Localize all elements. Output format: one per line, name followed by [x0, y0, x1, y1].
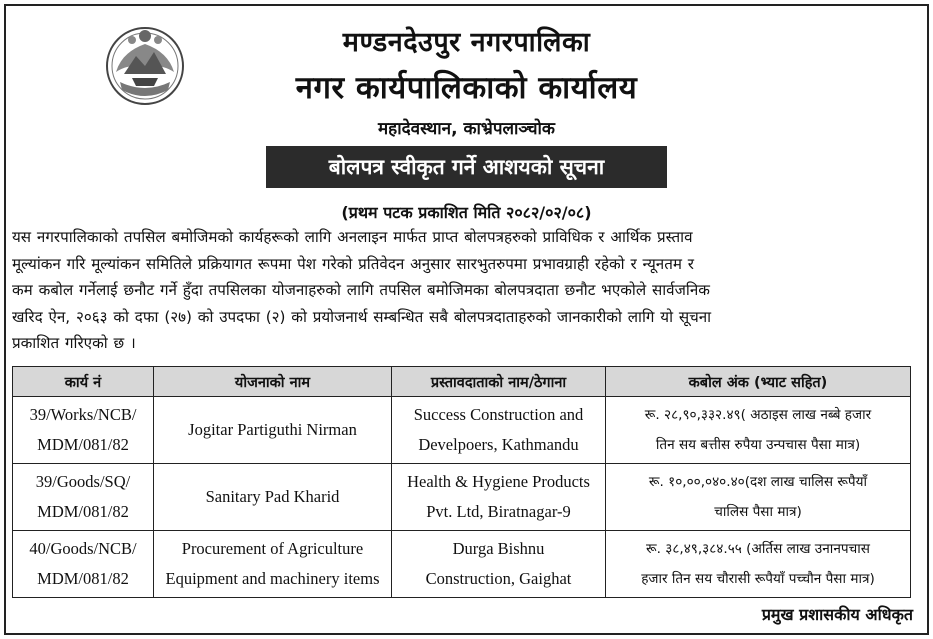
- header-project-name: योजनाको नाम: [154, 367, 392, 397]
- signatory-title: प्रमुख प्रशासकीय अधिकृत: [761, 605, 913, 624]
- notice-title: बोलपत्र स्वीकृत गर्ने आशयको सूचना: [266, 146, 667, 188]
- header-bid-amount: कबोल अंक (भ्याट सहित): [606, 367, 911, 397]
- bidder-cell: [392, 531, 606, 598]
- header-work-no: कार्य नं: [13, 367, 154, 397]
- tender-table: [12, 366, 911, 598]
- work-no-cell: [13, 531, 154, 598]
- bidder-line: Health & Hygiene Products: [407, 472, 590, 491]
- amount-line: रू. १०,००,०४०.४०(दश लाख चालिस रूपैयाँ: [648, 474, 868, 490]
- project-cell: [154, 464, 392, 531]
- notice-body: [12, 224, 917, 357]
- bidder-line: Durga Bishnu: [452, 539, 545, 558]
- bidder-line: Develpoers, Kathmandu: [418, 435, 579, 454]
- work-no-line: MDM/081/82: [37, 435, 129, 454]
- table-row: [13, 397, 911, 464]
- project-line: Procurement of Agriculture: [181, 539, 364, 558]
- municipality-name: मण्डनदेउपुर नगरपालिका: [342, 27, 591, 58]
- amount-cell: [606, 397, 911, 464]
- body-line: कम कबोल गर्नेलाई छनौट गर्ने हुँदा तपसिलका योजनाहरुको लागि तपसिल बमोजिमका बोलपत्रदाता छनौट भएकोले सार्वजनिक: [12, 281, 710, 300]
- bidder-line: Success Construction and: [413, 405, 584, 424]
- bidder-cell: [392, 464, 606, 531]
- table-row: [13, 464, 911, 531]
- body-line: यस नगरपालिकाको तपसिल बमोजिमको कार्यहरूको लागि अनलाइन मार्फत प्राप्त बोलपत्रहरुको प्राविधिक र आर्थिक प्रस्ताव: [12, 228, 693, 246]
- body-line: प्रकाशित गरिएको छ ।: [12, 334, 136, 353]
- amount-cell: [606, 464, 911, 531]
- amount-line: हजार तिन सय चौरासी रूपैयाँ पच्चौन पैसा मात्र): [641, 571, 875, 587]
- amount-line: तिन सय बत्तीस रुपैया उन्पचास पैसा मात्र): [655, 437, 861, 453]
- work-no-line: 40/Goods/NCB/: [29, 539, 137, 558]
- project-cell: [154, 397, 392, 464]
- header-bidder: प्रस्तावदाताको नाम/ठेगाना: [392, 367, 606, 397]
- body-line: खरिद ऐन, २०६३ को दफा (२७) को उपदफा (२) को प्रयोजनार्थ सम्बन्धित सबै बोलपत्रदाताहरुको जानकारीको लागि यो सूचना: [12, 307, 712, 326]
- publication-date: (प्रथम पटक प्रकाशित मिति २०८२/०२/०८): [341, 203, 592, 222]
- work-no-line: 39/Goods/SQ/: [35, 472, 131, 491]
- work-no-cell: [13, 397, 154, 464]
- table-row: [13, 531, 911, 598]
- amount-line: रू. २८,९०,३३२.४९( अठाइस लाख नब्बे हजार: [644, 407, 872, 423]
- bidder-line: Pvt. Ltd, Biratnagar-9: [426, 502, 571, 521]
- office-name: नगर कार्यपालिकाको कार्यालय: [295, 70, 638, 106]
- amount-line: चालिस पैसा मात्र): [714, 504, 802, 520]
- work-no-cell: [13, 464, 154, 531]
- table-header-row: [13, 367, 911, 397]
- bidder-line: Construction, Gaighat: [425, 569, 572, 588]
- work-no-line: 39/Works/NCB/: [29, 405, 137, 424]
- body-line: मूल्यांकन गरि मूल्यांकन समितिले प्रक्रियागत रूपमा पेश गरेको प्रतिवेदन अनुसार सारभुतरुपमा प्रभावग्राही रहेको र न्यूनतम र: [12, 254, 694, 273]
- amount-cell: [606, 531, 911, 598]
- project-line: Sanitary Pad Kharid: [205, 487, 340, 506]
- project-cell: [154, 531, 392, 598]
- project-line: Equipment and machinery items: [165, 569, 380, 588]
- office-address: महादेवस्थान, काभ्रेपलाञ्चोक: [378, 119, 555, 139]
- bidder-cell: [392, 397, 606, 464]
- work-no-line: MDM/081/82: [37, 502, 129, 521]
- amount-line: रू. ३८,४९,३८४.५५ (अर्तिस लाख उनानपचास: [646, 541, 870, 557]
- work-no-line: MDM/081/82: [37, 569, 129, 588]
- project-line: Jogitar Partiguthi Nirman: [188, 420, 357, 439]
